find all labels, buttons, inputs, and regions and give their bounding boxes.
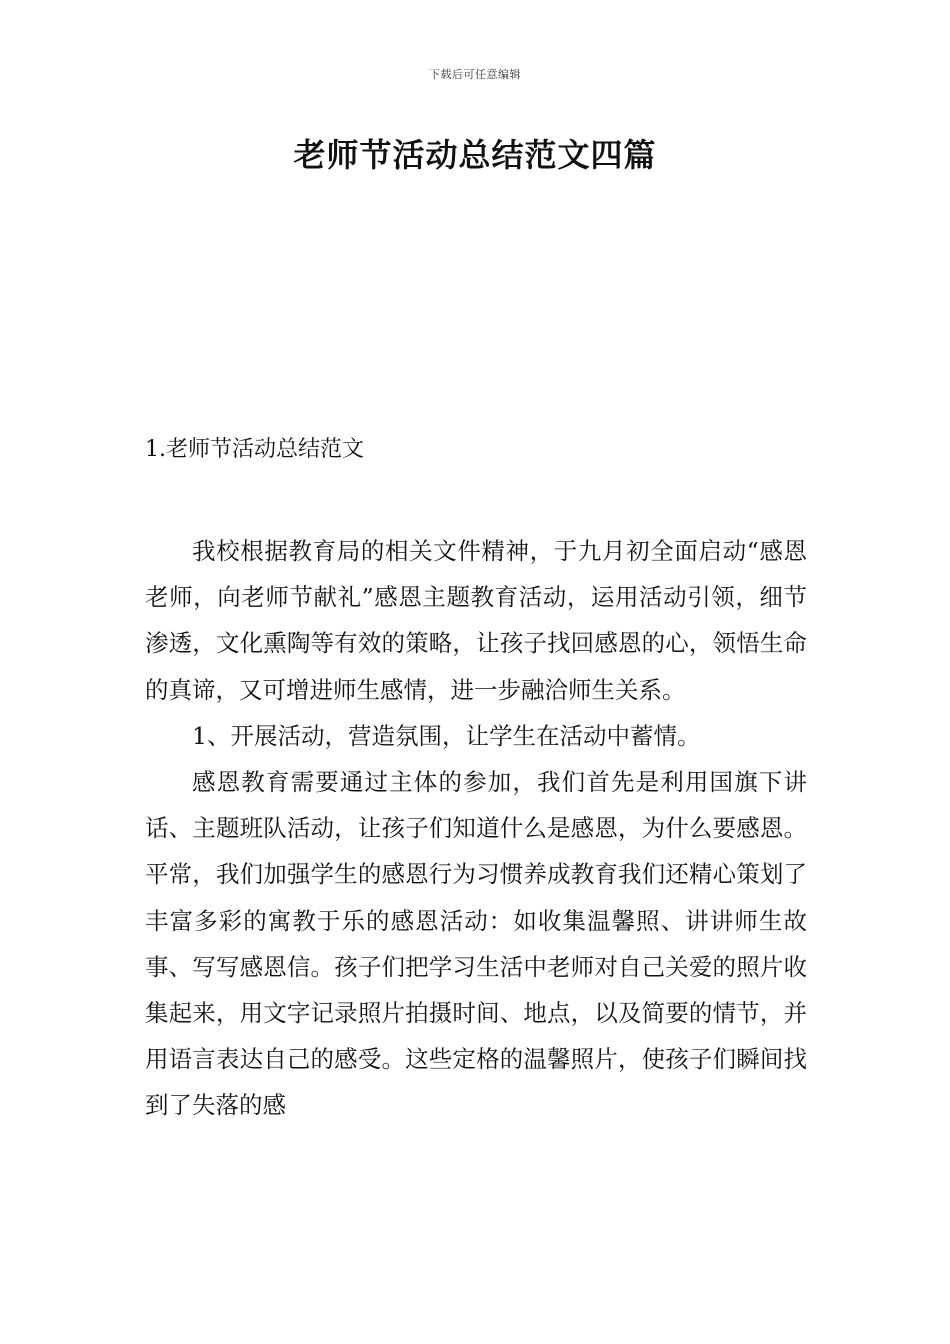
paragraph: 感恩教育需要通过主体的参加，我们首先是利用国旗下讲话、主题班队活动，让孩子们知道什么是感恩，为什么要感恩。平常，我们加强学生的感恩行为习惯养成教育我们还精心策划了丰富多彩的寓教于乐的感恩活动：如收集温馨照、讲讲师生故事、写写感恩信。孩子们把学习生活中老师对自己关爱的照片收集起来，用文字记录照片拍摄时间、地点，以及简要的情节，并用语言表达自己的感受。这些定格的温馨照片，使孩子们瞬间找到了失落的感 [145,768,807,1120]
paragraph: 1、开展活动，营造氛围，让学生在活动中蓄情。 [192,721,701,750]
section-heading: 1.老师节活动总结范文 [145,437,364,462]
section-body [145,528,807,1129]
document-title: 老师节活动总结范文四篇 [293,136,657,174]
paragraph: 我校根据教育局的相关文件精神，于九月初全面启动“感恩老师，向老师节献礼”感恩主题教育活动，运用活动引领，细节渗透，文化熏陶等有效的策略，让孩子找回感恩的心，领悟生命的真谛，又可增进师生感情，进一步融洽师生关系。 [145,537,807,704]
header-note: 下载后可任意编辑 [429,68,521,81]
